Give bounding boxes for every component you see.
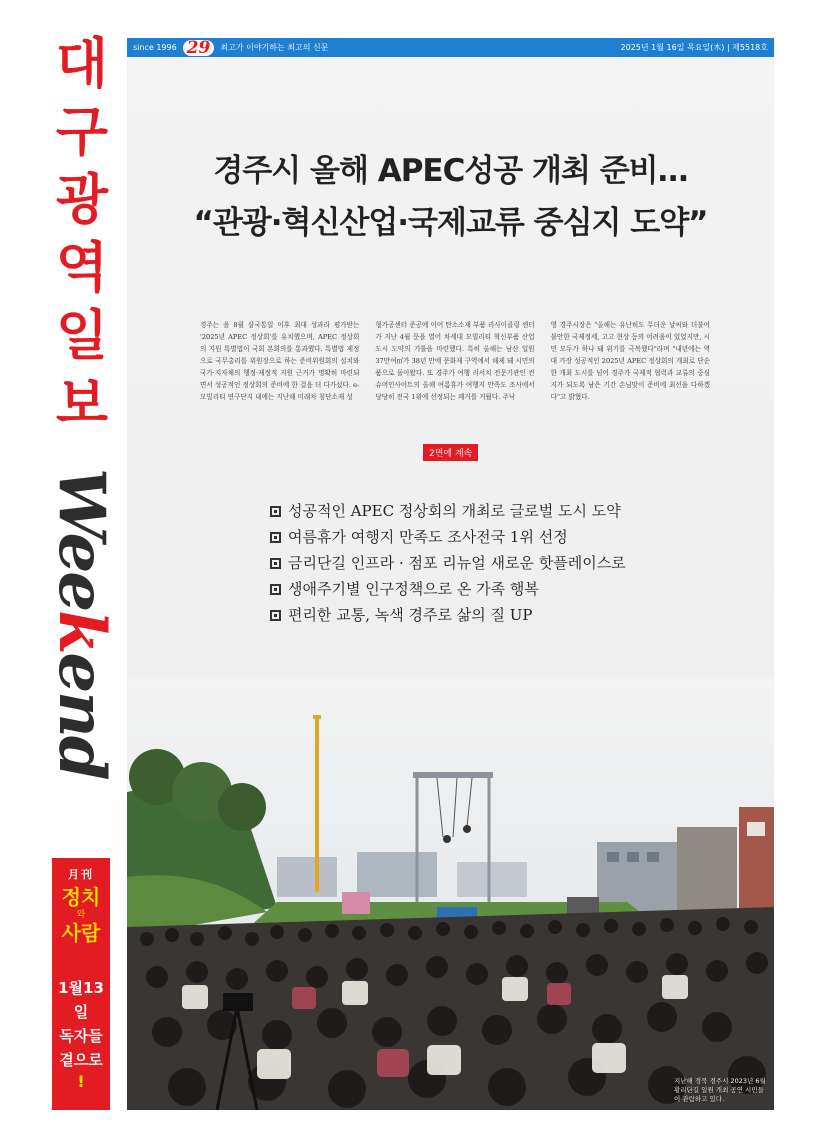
weekend-logo: [44, 468, 119, 848]
key-point-text: 금리단길 인프라 · 점포 리뉴얼 새로운 핫플레이스로: [288, 554, 626, 572]
masthead-char: 광: [55, 168, 107, 231]
article-column: 형가공센터 준공에 이어 탄소소재 부품 리사이클링 센터가 지난 4월 문을 열어 차세대 모빌리티 혁신부품 산업도시 도약의 기틀을 마련했다. 특히 올해는 남산 일원 37만여㎡가 38년 만에 문화재 구역에서 해제 돼 시민의 품으로 돌아왔다. 또 경주가 여행 리서치 전문기관인 컨슈머인사이트의 올해 여름휴가 여행지 만족도 조사에서 당당히 전국 1위에 선정되는 쾌거를 거뒀다. 주낙: [375, 321, 535, 401]
article-column: 영 경주시장은 "올해는 유난히도 무더운 날씨와 더불어 불안한 국제정세, 고고 현상 등의 어려움이 있었지만, 시민 모두가 하나 돼 위기를 극복했다"라며 "내년에는 역대 가장 성공적인 2025년 APEC 정상회의 개최로 단순한 개최 도시를 넘어 경주가 국제적 협력과 교류의 중심지가 되도록 남은 기간 손님맞이 준비에 최선을 다하겠다"고 밝혔다.: [550, 321, 710, 401]
key-point: [270, 498, 626, 524]
key-point-text: 여름휴가 여행지 만족도 조사전국 1위 선정: [288, 528, 568, 546]
article-body: [200, 319, 710, 403]
checkbox-square-icon: [270, 610, 281, 621]
key-point: [270, 602, 626, 628]
key-point-text: 편리한 교통, 녹색 경주로 삶의 질 UP: [288, 606, 533, 624]
key-point: [270, 550, 626, 576]
festival-crowd-photo: [127, 677, 774, 1110]
monthly-promo-box: [52, 858, 110, 1110]
photo-caption: 지난해 경북 경주시 2023년 6월 황리단길 일원 개최 공연 시민들이 관람하고 있다.: [674, 1077, 766, 1103]
continued-badge: 2면에 계속: [423, 444, 478, 461]
promo-text: 독자들: [59, 1027, 103, 1045]
festival-crowd-illustration: [127, 677, 774, 1110]
checkbox-square-icon: [270, 532, 281, 543]
masthead-char: 구: [55, 100, 107, 163]
headline-line2: “관광·혁신산업·국제교류 중심지 도약”: [193, 205, 708, 241]
since-year: since 1996: [133, 43, 177, 52]
checkbox-square-icon: [270, 584, 281, 595]
masthead-char: 대: [55, 32, 107, 95]
weekend-logo-part: Wee: [44, 468, 119, 611]
weekend-logo-part: nd: [44, 691, 119, 779]
headline-line1: 경주시 올해 APEC성공 개최 준비…: [213, 153, 688, 189]
masthead-title: [50, 30, 112, 438]
promo-date: 1월13일: [58, 979, 104, 1021]
magazine-title-line2: 사람: [61, 921, 101, 945]
monthly-label: 月刊: [68, 868, 94, 881]
checkbox-square-icon: [270, 558, 281, 569]
anniversary-badge: 29: [183, 40, 215, 56]
key-point: [270, 524, 626, 550]
masthead-char: 일: [55, 304, 107, 367]
key-point-text: 성공적인 APEC 정상회의 개최로 글로벌 도시 도약: [288, 502, 621, 520]
key-points-list: [270, 498, 626, 628]
weekend-logo-part: e: [44, 652, 119, 692]
key-point-text: 생애주기별 인구정책으로 온 가족 행복: [288, 580, 539, 598]
promo-text: 곁으로: [59, 1051, 103, 1069]
headline: [127, 145, 774, 249]
magazine-title-line1: 정치: [61, 885, 101, 909]
slogan: 최고가 이야기하는 최고의 신문: [220, 43, 329, 52]
checkbox-square-icon: [270, 506, 281, 517]
masthead-char: 보: [55, 372, 107, 435]
masthead-char: 역: [55, 236, 107, 299]
magazine-title-conj: 와: [76, 910, 86, 920]
issue-date: 2025년 1월 16일 목요일(木) | 제5518호: [620, 43, 768, 52]
promo-exclaim: !: [77, 1072, 85, 1091]
article-column: 경주는 을 8월 삼국통일 이후 최대 성과라 평가받는 '2025년 APEC 정상회'를 유치했으며, APEC 정상회의 지원 특별법이 국회 본회의를 통과했다. 특별법 제정으로 국무총리를 위원장으로 하는 준비위원회의 설치와 국가·지자체의 행정·재정적 지원 근거가 명확히 마련되면서 성공적인 정상회의 준비에 한 걸음 더 다가섰다. e-모빌리티 연구단지 내에는 지난해 미래차 첨단소재 성: [200, 321, 360, 401]
weekend-logo-accent: k: [44, 610, 119, 653]
front-page-content: [127, 57, 774, 1110]
key-point: [270, 576, 626, 602]
issue-band: [127, 38, 774, 57]
